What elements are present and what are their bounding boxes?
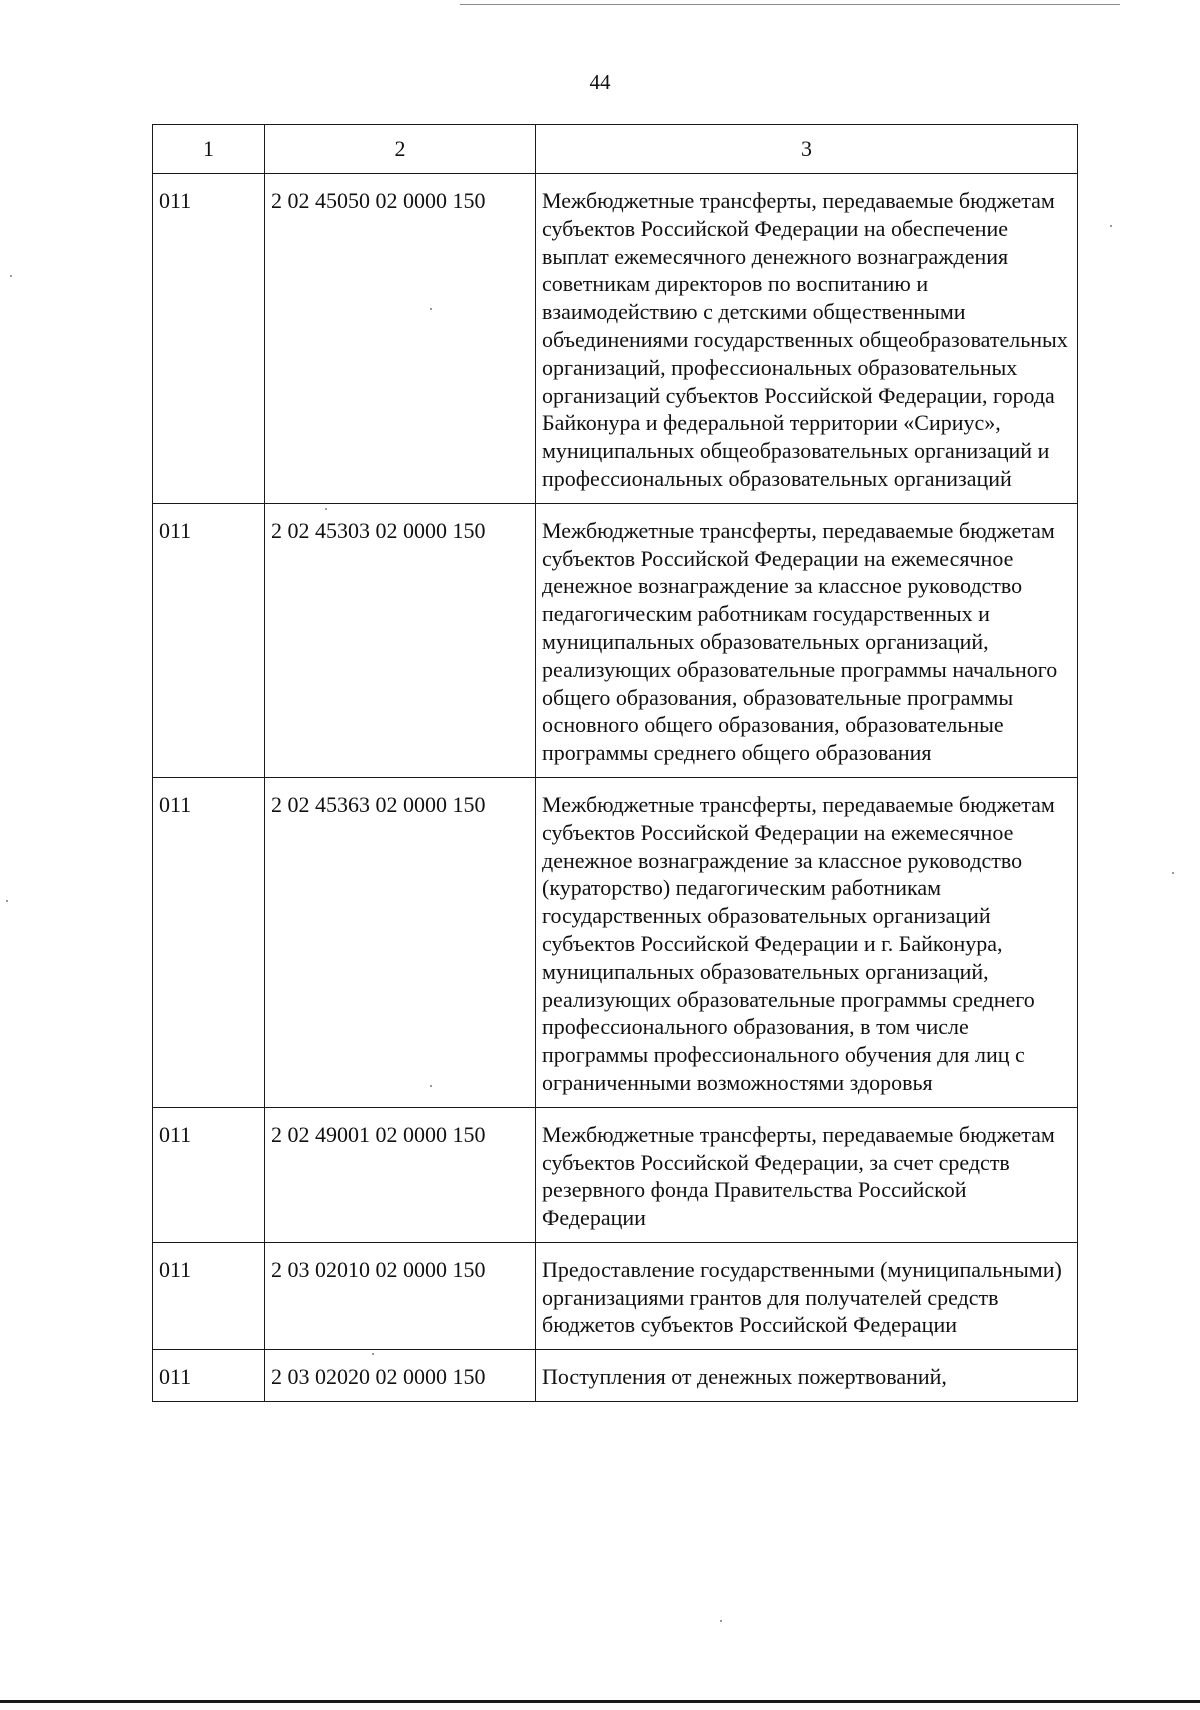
admin-code-cell: 011 <box>153 1350 265 1402</box>
scan-speck <box>1110 225 1112 227</box>
revenue-code-cell: 2 02 45050 02 0000 150 <box>265 174 536 504</box>
table-row <box>153 1242 1078 1349</box>
admin-code-cell: 011 <box>153 1242 265 1349</box>
scan-speck <box>430 1085 432 1087</box>
table-row <box>153 174 1078 504</box>
admin-code-cell: 011 <box>153 1107 265 1242</box>
scan-speck <box>430 308 432 310</box>
table-row <box>153 503 1078 777</box>
description-cell: Межбюджетные трансферты, передаваемые бюджетам субъектов Российской Федерации на обеспечение выплат ежемесячного денежного вознаграждения советникам директоров по воспитанию и взаимодействию с детскими общественными объединениями государственных общеобразовательных организаций, профессиональных образовательных организаций субъектов Российской Федерации, города Байконура и федеральной территории «Сириус», муниципальных общеобразовательных организаций и профессиональных образовательных организаций <box>536 174 1078 504</box>
bottom-scan-rule <box>0 1700 1200 1703</box>
table-row <box>153 777 1078 1107</box>
column-header-2: 2 <box>265 125 536 174</box>
revenue-code-cell: 2 02 49001 02 0000 150 <box>265 1107 536 1242</box>
scan-speck <box>325 508 327 510</box>
table-header-row <box>153 125 1078 174</box>
scan-speck <box>10 275 12 277</box>
admin-code-cell: 011 <box>153 777 265 1107</box>
column-header-1: 1 <box>153 125 265 174</box>
description-cell: Предоставление государственными (муниципальными) организациями грантов для получателей средств бюджетов субъектов Российской Федерации <box>536 1242 1078 1349</box>
column-header-3: 3 <box>536 125 1078 174</box>
description-cell: Межбюджетные трансферты, передаваемые бюджетам субъектов Российской Федерации на ежемесячное денежное вознаграждение за классное руководство (кураторство) педагогическим работникам государственных образовательных организаций субъектов Российской Федерации и г. Байконура, муниципальных образовательных организаций, реализующих образовательные программы среднего профессионального образования, в том числе программы профессионального обучения для лиц с ограниченными возможностями здоровья <box>536 777 1078 1107</box>
revenue-code-cell: 2 03 02020 02 0000 150 <box>265 1350 536 1402</box>
scan-speck <box>372 1353 374 1355</box>
table-row <box>153 1107 1078 1242</box>
revenue-codes-table <box>152 124 1078 1402</box>
description-cell: Межбюджетные трансферты, передаваемые бюджетам субъектов Российской Федерации, за счет средств резервного фонда Правительства Российской Федерации <box>536 1107 1078 1242</box>
description-cell: Поступления от денежных пожертвований, <box>536 1350 1078 1402</box>
scan-speck <box>1172 872 1174 874</box>
description-cell: Межбюджетные трансферты, передаваемые бюджетам субъектов Российской Федерации на ежемесячное денежное вознаграждение за классное руководство педагогическим работникам государственных и муниципальных образовательных организаций, реализующих образовательные программы начального общего образования, образовательные программы основного общего образования, образовательные программы среднего общего образования <box>536 503 1078 777</box>
revenue-code-cell: 2 03 02010 02 0000 150 <box>265 1242 536 1349</box>
scan-speck <box>6 900 8 902</box>
top-scan-rule <box>460 4 1120 5</box>
page-number: 44 <box>589 70 611 94</box>
admin-code-cell: 011 <box>153 174 265 504</box>
revenue-code-cell: 2 02 45303 02 0000 150 <box>265 503 536 777</box>
scan-speck <box>720 1620 722 1622</box>
admin-code-cell: 011 <box>153 503 265 777</box>
table-row <box>153 1350 1078 1402</box>
revenue-code-cell: 2 02 45363 02 0000 150 <box>265 777 536 1107</box>
